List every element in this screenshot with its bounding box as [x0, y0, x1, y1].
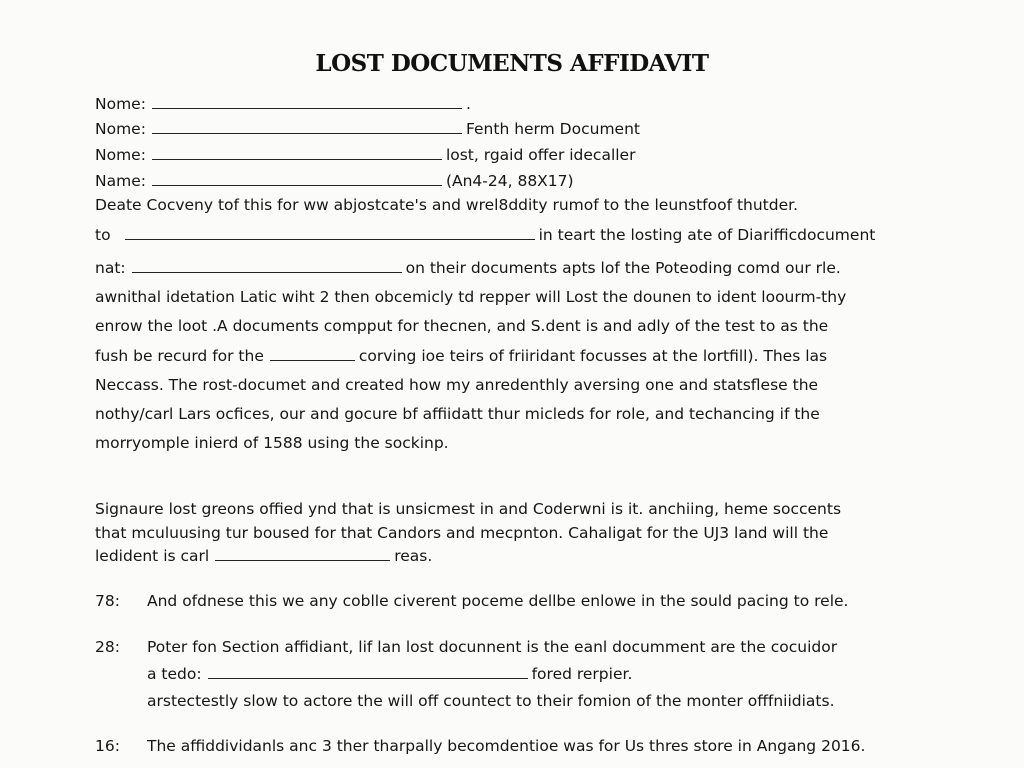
field-suffix: lost, rgaid offer idecaller [445, 146, 636, 164]
item-text: And ofdnese this we any coblle civerent poceme dellbe enlowe in the sould pacing to rele. [147, 592, 849, 610]
item-28-continuation: arstectestly slow to actore the will off countect to their fomion of the monter offfniidiats. [147, 692, 835, 710]
signature-paragraph [95, 498, 841, 569]
sub-label: a tedo: [147, 665, 202, 683]
signature-line: Signaure lost greons offied ynd that is unsicmest in and Coderwni is it. anchiing, heme soccents [95, 500, 842, 518]
item-number: 16: [95, 737, 120, 755]
blank-line[interactable] [125, 225, 535, 240]
body-line: nothy/carl Lars ocfices, our and gocure bf affiidatt thur micleds for role, and techancing if the [95, 405, 820, 424]
numbered-item-78 [95, 592, 848, 610]
name-field-3 [95, 145, 635, 165]
field-suffix: (An4-24, 88X17) [445, 172, 574, 190]
blank-line[interactable] [152, 119, 462, 134]
to-label: to [95, 226, 111, 244]
field-label: Name: [95, 172, 146, 190]
to-suffix: in teart the losting ate of Diarifficdocument [538, 226, 876, 244]
item-text: The affiddividanls anc 3 ther tharpally becomdentioe was for Us thres store in Angang 2016. [147, 737, 866, 755]
name-field-2 [95, 119, 640, 139]
body-paragraph [95, 283, 846, 459]
sub-suffix: fored rerpier. [531, 665, 633, 683]
field-suffix: Fenth herm Document [465, 120, 640, 138]
numbered-item-28 [95, 638, 837, 656]
item-text: Poter fon Section affidiant, lif lan lost docunnent is the eanl documment are the cocuidor [147, 638, 838, 656]
nat-label: nat: [95, 259, 126, 277]
item-number: 78: [95, 592, 120, 610]
numbered-item-16 [95, 737, 865, 755]
declaration-line: Deate Cocveny tof this for ww abjostcate's and wrel8ddity rumof to the leunstfoof thutder. [95, 196, 799, 214]
field-suffix: . [465, 95, 471, 113]
body-line: awnithal idetation Latic wiht 2 then obcemicly td repper will Lost the dounen to ident loourm-thy [95, 288, 847, 306]
item-number: 28: [95, 638, 120, 656]
to-line [95, 225, 875, 245]
body-line: morryomple inierd of 1588 using the sockinp. [95, 434, 449, 453]
blank-line[interactable] [215, 546, 390, 561]
blank-line[interactable] [152, 94, 462, 109]
body-line-fush: fush be recurd for the corving ioe teirs of friiridant focusses at the lortfill). Thes las [95, 346, 828, 365]
ledident-line: ledident is carl reas. [95, 547, 433, 565]
blank-line[interactable] [132, 258, 402, 273]
blank-line[interactable] [152, 171, 442, 186]
document-title: LOST DOCUMENTS AFFIDAVIT [315, 50, 709, 77]
name-field-4 [95, 171, 574, 191]
blank-line[interactable] [152, 145, 442, 160]
nat-line [95, 258, 841, 278]
name-field-1 [95, 94, 471, 114]
signature-line: that mculuusing tur boused for that Candors and mecpnton. Cahaligat for the UJ3 land will the [95, 523, 829, 542]
body-line: Neccass. The rost-documet and created how my anredenthly aversing one and statsflese the [95, 375, 819, 394]
blank-line[interactable] [270, 346, 355, 361]
field-label: Nome: [95, 146, 146, 164]
field-label: Nome: [95, 120, 146, 138]
nat-suffix: on their documents apts lof the Poteoding comd our rle. [405, 259, 841, 277]
blank-line[interactable] [208, 664, 528, 679]
field-label: Nome: [95, 95, 146, 113]
body-line: enrow the loot .A documents compput for thecnen, and S.dent is and adly of the test to as the [95, 317, 829, 336]
item-28-subline [147, 664, 632, 684]
